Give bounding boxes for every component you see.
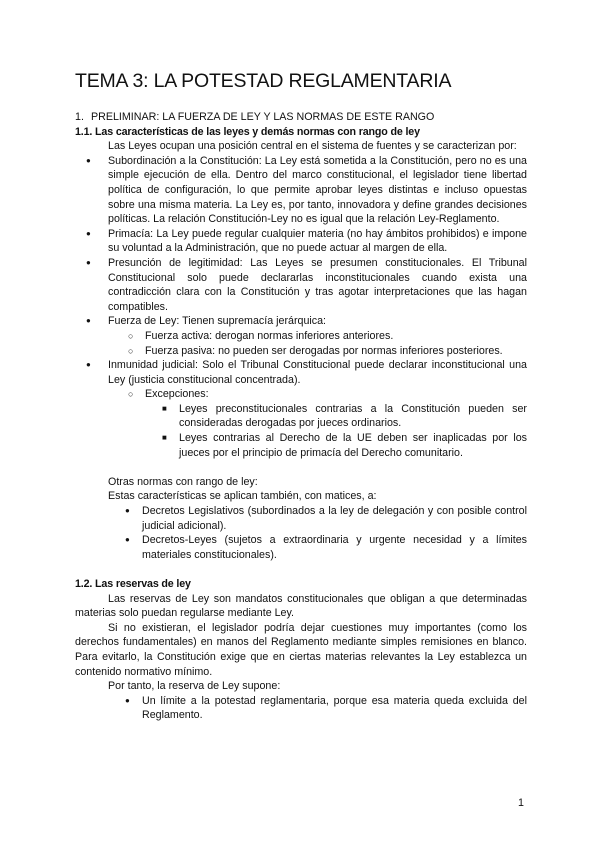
list-item: ○ Fuerza pasiva: no pueden ser derogadas por normas inferiores posteriores. [75, 344, 527, 359]
list-item: ● Decretos Legislativos (subordinados a la ley de delegación y con posible control judicial adicional). [75, 504, 527, 533]
paragraph: Si no existieran, el legislador podría dejar cuestiones muy importantes (como los derechos fundamentales) en manos del Reglamento mediante simples remisiones en blanco. Para evitarlo, la Constitución exige que en ciertas materias relevantes la Ley establezca un contenido normativo mínimo. [75, 621, 527, 678]
document-body [75, 110, 527, 723]
list-item: ● Primacía: La Ley puede regular cualquier materia (no hay ámbitos prohibidos) e impone su voluntad a la Administración, que no puede actuar al margen de ella. [75, 227, 527, 256]
list-item: ● Presunción de legitimidad: Las Leyes se presumen constitucionales. El Tribunal Constitucional solo puede declararlas inconstitucionales cuando exista una contradicción clara con la Constitución y tras agotar interpretaciones que las hagan compatibles. [75, 256, 527, 314]
fuerza-sublist [75, 329, 527, 358]
intro-paragraph: Las Leyes ocupan una posición central en el sistema de fuentes y se caracterizan por: [108, 140, 517, 153]
characteristics-list-cont [75, 358, 527, 387]
list-item: ○ Excepciones: [75, 387, 527, 402]
list-item: ● Un límite a la potestad reglamentaria, porque esa materia queda excluida del Reglamento. [75, 694, 527, 723]
list-item: ■ Leyes preconstitucionales contrarias a la Constitución pueden ser consideradas derogadas por jueces ordinarios. [75, 402, 527, 431]
document-title: TEMA 3: LA POTESTAD REGLAMENTARIA [75, 70, 452, 92]
otras-label: Otras normas con rango de ley: [108, 475, 258, 488]
excepciones-list [75, 402, 527, 460]
list-item: ● Subordinación a la Constitución: La Ley está sometida a la Constitución, pero no es una simple ejecución de ella. Dentro del marco constitucional, el legislador tiene libertad política de configuración, lo que permite aprobar leyes distintas e incluso opuestas sobre una misma materia. La Ley es, por tanto, innovadora y define grandes decisiones políticas. La relación Constitución-Ley no es igual que la relación Ley-Reglamento. [75, 154, 527, 227]
page-number: 1 [518, 797, 524, 809]
characteristics-list [75, 154, 527, 329]
paragraph: Por tanto, la reserva de Ley supone: [108, 680, 281, 693]
section-number: 1. [75, 111, 84, 123]
subsection-heading-1-1: 1.1. Las características de las leyes y demás normas con rango de ley [75, 125, 420, 138]
otras-intro: Estas características se aplican también, con matices, a: [108, 490, 377, 503]
list-item: ● Decretos-Leyes (sujetos a extraordinaria y urgente necesidad y a límites materiales constitucionales). [75, 533, 527, 562]
reserva-list [75, 694, 527, 723]
list-item: ● Fuerza de Ley: Tienen supremacía jerárquica: [75, 314, 527, 329]
list-item: ○ Fuerza activa: derogan normas inferiores anteriores. [75, 329, 527, 344]
paragraph: Las reservas de Ley son mandatos constitucionales que obligan a que determinadas materias solo puedan regularse mediante Ley. [75, 592, 527, 620]
section-heading [75, 110, 527, 125]
list-item: ● Inmunidad judicial: Solo el Tribunal Constitucional puede declarar inconstitucional una Ley (justicia constitucional concentrada). [75, 358, 527, 387]
otras-list [75, 504, 527, 562]
section-title: PRELIMINAR: LA FUERZA DE LEY Y LAS NORMAS DE ESTE RANGO [91, 111, 435, 123]
subsection-heading-1-2: 1.2. Las reservas de ley [75, 578, 191, 590]
list-item: ■ Leyes contrarias al Derecho de la UE deben ser inaplicadas por los jueces por el principio de primacía del Derecho comunitario. [75, 431, 527, 460]
excepciones-sublist [75, 387, 527, 402]
